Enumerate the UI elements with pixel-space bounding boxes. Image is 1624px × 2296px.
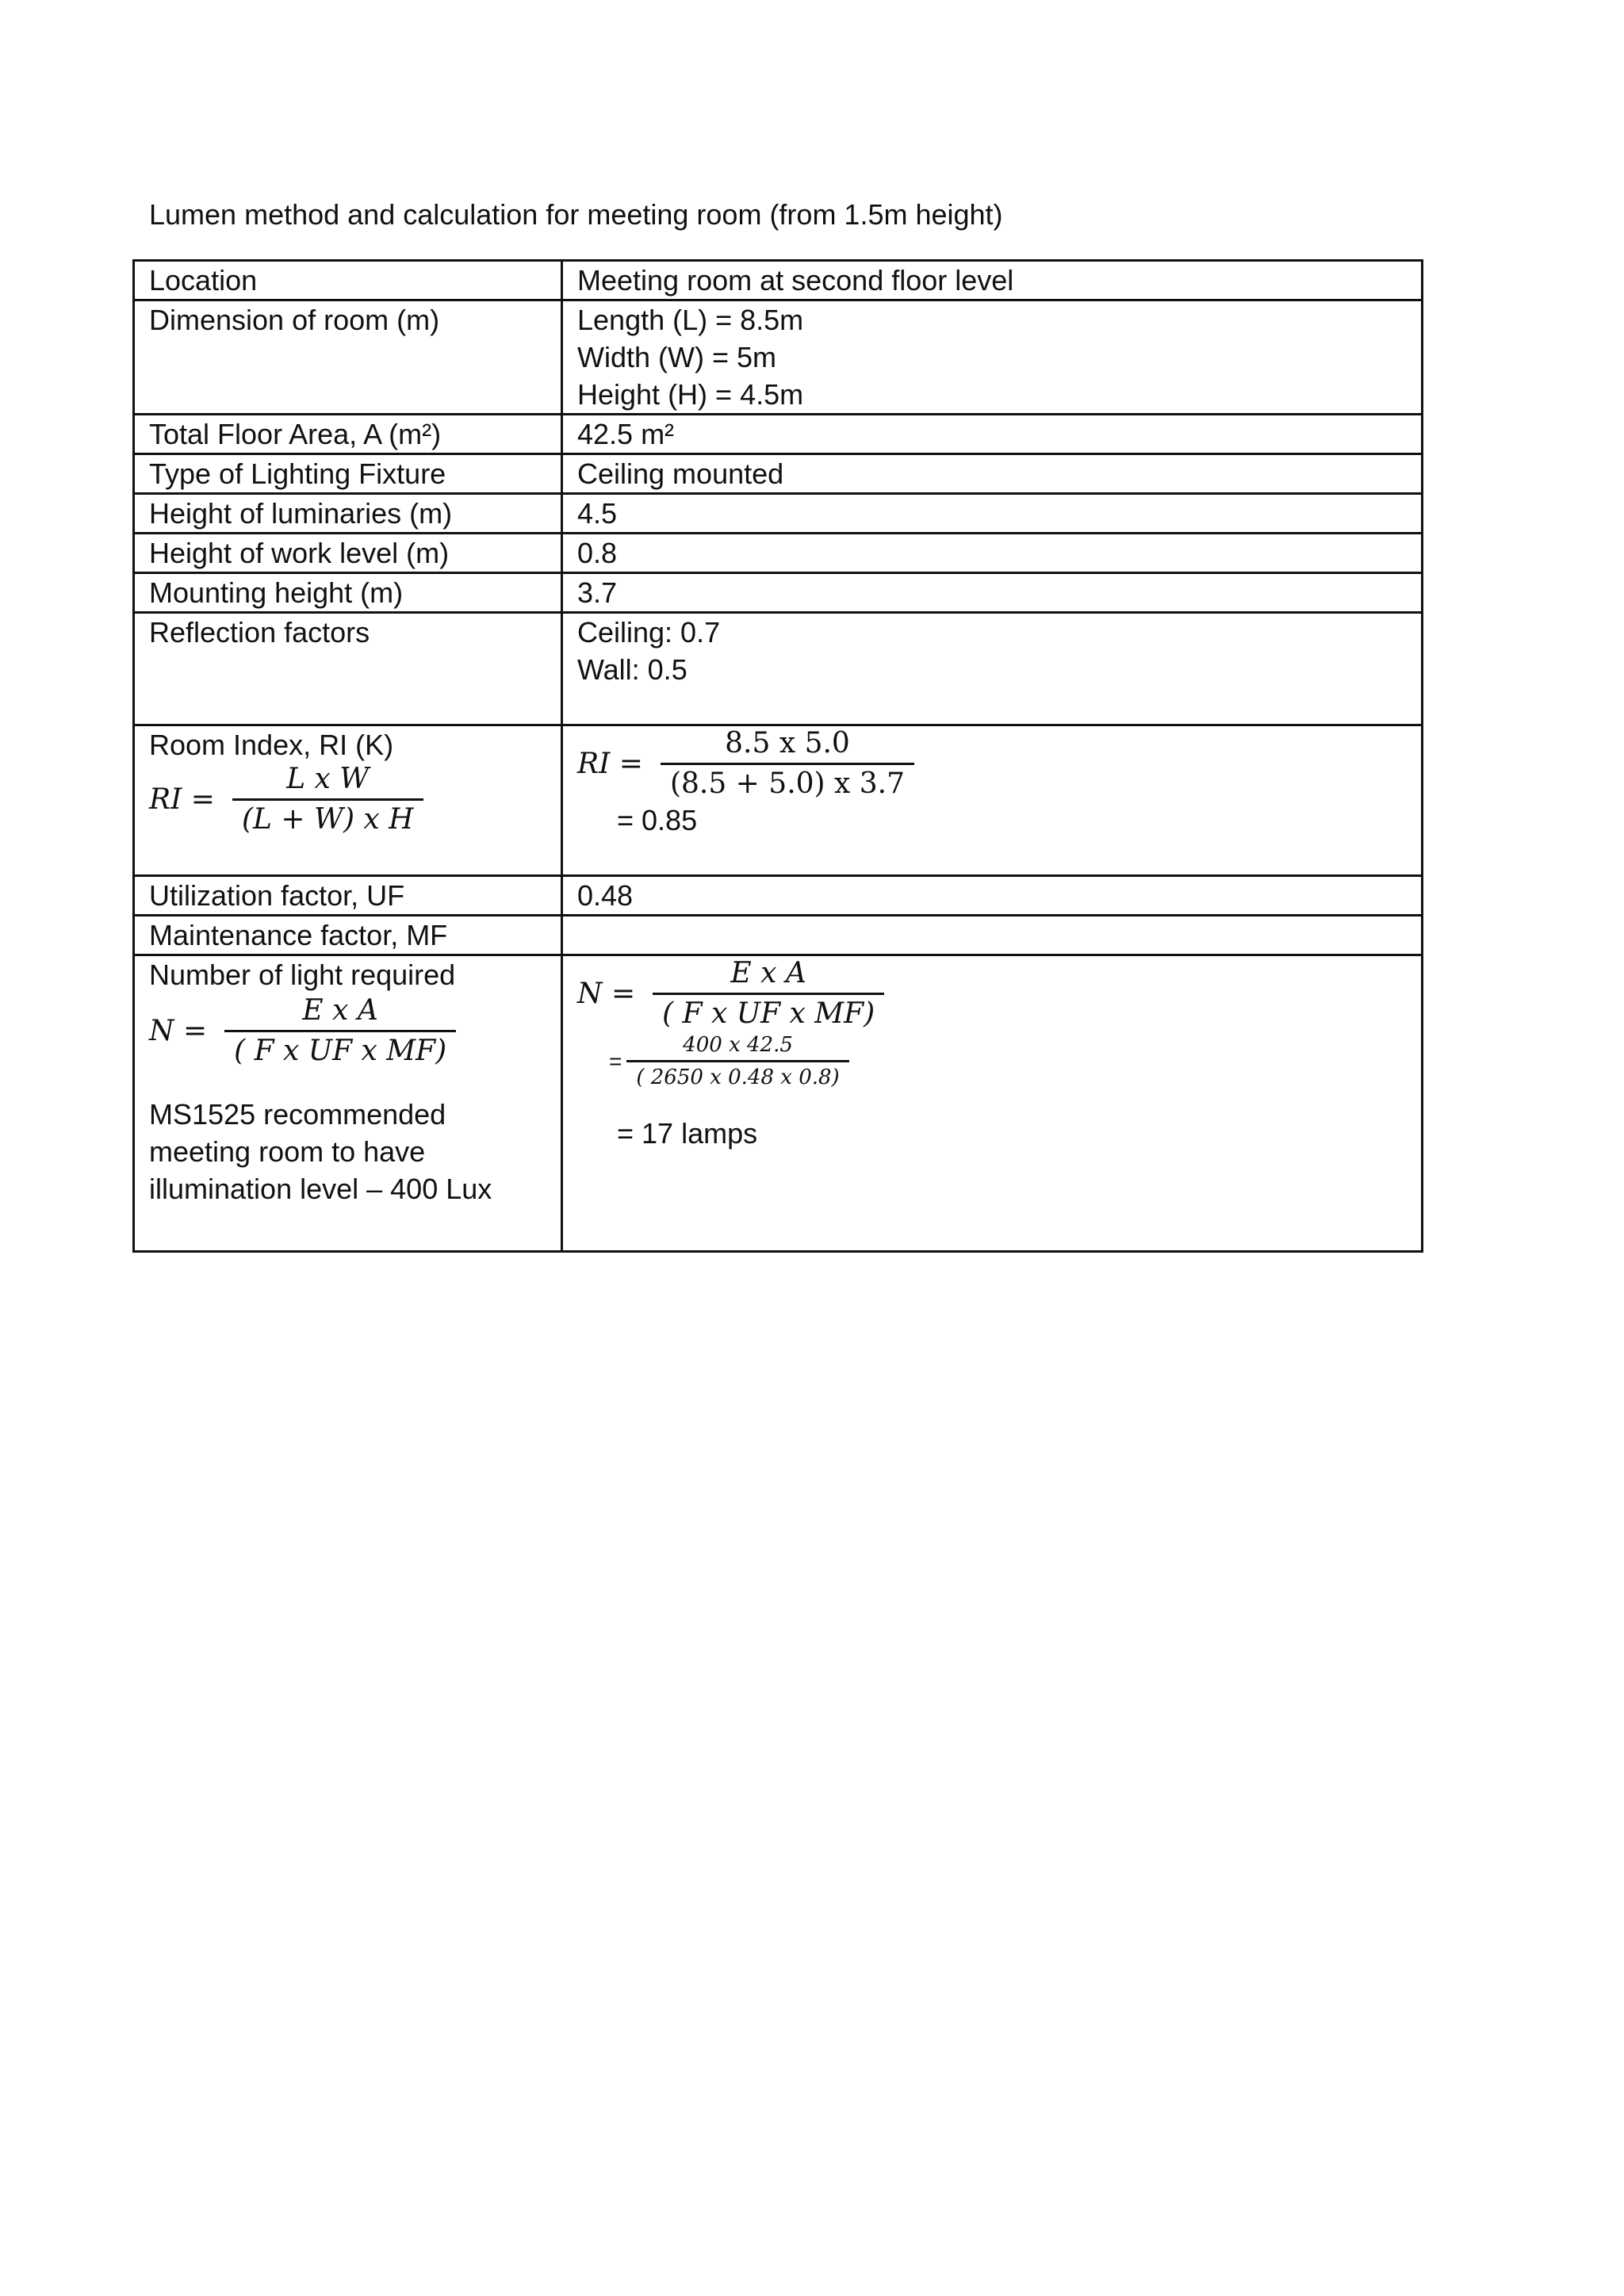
ceiling-value: Ceiling: 0.7 [577, 616, 721, 649]
row-label: Height of luminaries (m) [134, 494, 562, 534]
row-value [562, 725, 1423, 876]
page-title: Lumen method and calculation for meeting room (from 1.5m height) [149, 198, 1003, 231]
length-value: Length (L) = 8.5m [577, 304, 804, 336]
calc-numerator: E x A [730, 957, 806, 989]
row-label: Reflection factors [134, 613, 562, 725]
table-row-luminaries-height [134, 494, 1423, 534]
calc-lhs: RI = [577, 748, 643, 780]
formula-denominator: (L + W) x H [232, 798, 423, 837]
formula-fraction [224, 993, 456, 1069]
lights-substitution [577, 1031, 1421, 1091]
calc-lhs: N = [577, 978, 636, 1010]
calc-fraction [661, 726, 914, 802]
row-label [134, 725, 562, 876]
row-label: Utilization factor, UF [134, 876, 562, 916]
row-value: 3.7 [562, 573, 1423, 613]
lights-formula [149, 993, 561, 1069]
row-value: Ceiling mounted [562, 454, 1423, 494]
wall-value: Wall: 0.5 [577, 653, 688, 686]
row-label: Height of work level (m) [134, 534, 562, 573]
room-index-calculation [577, 726, 1421, 802]
row-label: Location [134, 261, 562, 300]
substitution-fraction [626, 1031, 848, 1091]
table-row-fixture [134, 454, 1423, 494]
formula-lhs: RI = [149, 783, 215, 816]
formula-fraction [232, 762, 423, 837]
lights-result: = 17 lamps [617, 1117, 758, 1150]
row-value [562, 916, 1423, 955]
formula-lhs: N = [149, 1015, 208, 1047]
substitution-numerator: 400 x 42.5 [683, 1033, 793, 1057]
row-label: Dimension of room (m) [134, 300, 562, 415]
formula-numerator: L x W [286, 763, 370, 795]
table-row-dimension [134, 300, 1423, 415]
calc-numerator: 8.5 x 5.0 [725, 727, 850, 760]
row-label: Total Floor Area, A (m²) [134, 415, 562, 454]
table-row-number-of-lights [134, 955, 1423, 1252]
calculation-table [132, 259, 1423, 1253]
width-value: Width (W) = 5m [577, 341, 777, 373]
lights-calculation [577, 956, 1421, 1031]
formula-denominator: ( F x UF x MF) [224, 1030, 456, 1069]
row-value: Meeting room at second floor level [562, 261, 1423, 300]
table-row-mounting-height [134, 573, 1423, 613]
formula-numerator: E x A [302, 994, 378, 1027]
room-index-label: Room Index, RI (K) [149, 729, 394, 761]
row-value: 4.5 [562, 494, 1423, 534]
substitution-equals: = [609, 1049, 622, 1073]
row-value: 42.5 m² [562, 415, 1423, 454]
table-row-reflection [134, 613, 1423, 725]
row-value [562, 613, 1423, 725]
calc-fraction [653, 956, 884, 1031]
room-index-result: = 0.85 [617, 804, 698, 836]
height-value: Height (H) = 4.5m [577, 378, 804, 411]
table-row-location [134, 261, 1423, 300]
room-index-formula [149, 762, 561, 837]
calc-denominator: (8.5 + 5.0) x 3.7 [661, 763, 914, 802]
row-label: Maintenance factor, MF [134, 916, 562, 955]
substitution-denominator: ( 2650 x 0.48 x 0.8) [626, 1060, 848, 1091]
table-row-maintenance [134, 916, 1423, 955]
table-row-work-level [134, 534, 1423, 573]
lux-recommendation-note: MS1525 recommended meeting room to have illumination level – 400 Lux [149, 1098, 492, 1205]
table-row-area [134, 415, 1423, 454]
row-label: Type of Lighting Fixture [134, 454, 562, 494]
row-label [134, 955, 562, 1252]
row-value: 0.8 [562, 534, 1423, 573]
row-value [562, 300, 1423, 415]
row-value [562, 955, 1423, 1252]
lights-label: Number of light required [149, 959, 456, 991]
row-label: Mounting height (m) [134, 573, 562, 613]
row-value: 0.48 [562, 876, 1423, 916]
calc-denominator: ( F x UF x MF) [653, 993, 884, 1031]
table-row-utilization [134, 876, 1423, 916]
table-row-room-index [134, 725, 1423, 876]
